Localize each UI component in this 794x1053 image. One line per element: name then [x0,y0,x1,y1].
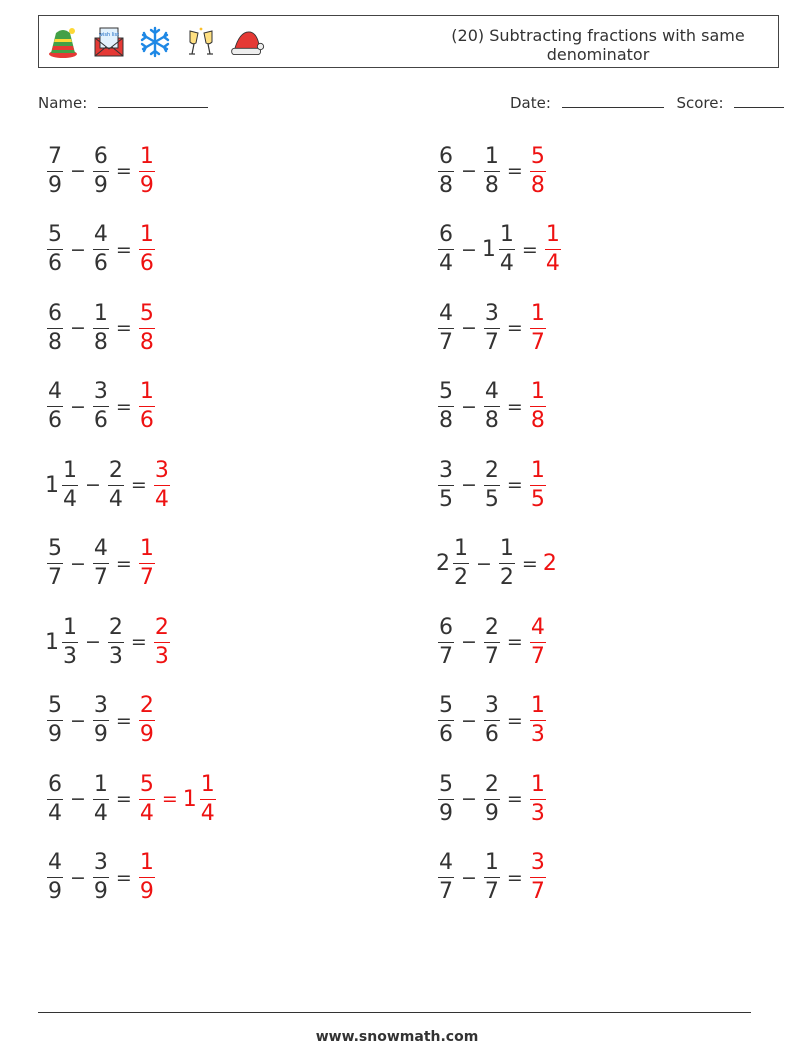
equals-sign: = [506,160,523,182]
snowflake-icon [137,24,173,60]
minuend-fraction [438,852,454,903]
problem-row [45,141,157,201]
subtrahend-fraction [108,614,124,669]
subtrahend-numerator: 1 [93,300,108,326]
equals-sign: = [506,631,523,653]
answer-denominator: 7 [530,643,545,669]
subtrahend-fraction [93,300,109,355]
equals-sign: = [506,709,523,732]
subtrahend-numerator: 4 [93,222,108,247]
answer-denominator: 4 [154,486,169,512]
minuend-whole: 2 [436,551,450,576]
minuend-numerator: 5 [439,379,453,404]
subtrahend-denominator: 7 [93,565,108,590]
subtrahend-fraction [93,695,109,746]
answer-fraction [139,300,155,355]
answer-numerator: 3 [154,457,169,483]
answer-denominator: 7 [530,329,545,355]
footer-divider [38,1012,751,1013]
answer-denominator: 7 [530,879,545,904]
answer-fraction [139,771,155,826]
subtrahend-numerator: 1 [499,536,514,561]
subtrahend-fraction [484,771,500,826]
answer [528,457,548,512]
answer-fraction [530,695,546,746]
date-score-field [510,94,784,112]
answer-fraction [154,614,170,669]
minuend-fraction [438,771,454,826]
minus-sign: − [70,866,86,889]
minus-sign: − [70,238,86,261]
answer-fraction [530,300,546,355]
answer-fraction [545,224,561,275]
minuend-numerator: 4 [439,300,453,326]
answer-fraction [530,457,546,512]
answer-equals-sign: = [161,788,178,810]
champagne-glasses-icon [183,24,219,60]
answer-denominator: 5 [530,486,545,512]
subtrahend-numerator: 1 [93,771,108,797]
name-field [38,94,208,112]
date-blank [562,94,664,108]
problem-row [45,534,157,594]
minuend-fraction [47,695,63,746]
answer-fraction [139,852,155,903]
answer-denominator: 6 [139,251,154,276]
minus-sign: − [461,238,477,261]
answer-fraction [530,143,546,198]
subtrahend-denominator: 6 [484,722,499,747]
subtrahend-numerator: 4 [484,379,499,404]
minus-sign: − [461,160,477,182]
problem-row [436,691,548,751]
minus-sign: − [461,788,477,810]
subtrahend-denominator: 6 [93,408,108,433]
subtrahend-fraction [484,381,500,432]
subtrahend-fraction [499,224,515,275]
problem-row [436,298,548,358]
answer [137,538,157,589]
minus-sign: − [461,709,477,732]
equals-sign: = [115,866,132,889]
answer-numerator: 5 [530,143,545,169]
minuend-numerator: 1 [63,614,77,640]
answer-numerator: 1 [530,693,545,718]
subtrahend-numerator: 3 [93,850,108,875]
minuend-denominator: 6 [48,251,62,276]
footer-url: www.snowmath.com [315,1029,479,1045]
subtrahend-denominator: 3 [108,643,123,669]
minuend-denominator: 3 [63,643,77,669]
subtrahend-denominator: 2 [499,565,514,590]
minuend-fraction [453,538,469,589]
subtrahend-denominator: 4 [93,800,108,826]
subtrahend-fraction [108,457,124,512]
answer-numerator: 5 [139,771,154,797]
answer-fraction [139,143,155,198]
minus-sign: − [70,709,86,732]
subtrahend-numerator: 3 [484,693,499,718]
answer-denominator: 8 [139,329,154,355]
equals-sign: = [506,474,523,496]
problem-row [45,455,172,515]
answer [528,381,548,432]
answer-fraction [139,381,155,432]
subtrahend-denominator: 9 [484,800,499,826]
subtrahend-fraction [484,614,500,669]
minuend-denominator: 7 [439,879,453,904]
subtrahend-numerator: 2 [484,457,499,483]
answer-numerator: 1 [530,457,545,483]
minus-sign: − [70,788,86,810]
answer [137,300,157,355]
subtrahend-denominator: 9 [93,172,108,198]
minus-sign: − [461,395,477,418]
subtrahend-fraction [484,457,500,512]
answer-numerator: 1 [139,379,154,404]
worksheet-title: (20) Subtracting fractions with same denominator [451,26,745,64]
problem-row [436,141,548,201]
answer-numerator: 5 [139,300,154,326]
answer-denominator: 8 [530,172,545,198]
problem-row [45,769,218,829]
minuend-numerator: 6 [439,143,453,169]
minuend-numerator: 5 [48,222,62,247]
name-label: Name: [38,94,88,112]
minuend-numerator: 5 [48,693,62,718]
answer-denominator: 4 [139,800,154,826]
name-blank [98,94,208,108]
subtrahend-numerator: 2 [484,771,499,797]
minuend-denominator: 7 [439,643,453,669]
minuend-fraction [438,300,454,355]
answer [543,224,563,275]
problem-row [45,612,172,672]
answer [528,852,548,903]
minuend-fraction [47,771,63,826]
answer-numerator: 1 [545,222,560,247]
answer-denominator: 3 [530,722,545,747]
minuend-denominator: 9 [439,800,453,826]
subtrahend-fraction [484,143,500,198]
minuend-fraction [438,381,454,432]
answer-mixed-numerator: 1 [200,771,215,797]
subtrahend-denominator: 8 [93,329,108,355]
answer [137,143,157,198]
answer [137,381,157,432]
subtrahend-numerator: 2 [108,614,123,640]
problem-row [45,848,157,908]
minuend-fraction [62,614,78,669]
answer-whole: 2 [542,551,557,576]
subtrahend-denominator: 8 [484,408,499,433]
answer [528,143,548,198]
minuend-numerator: 1 [63,457,77,483]
equals-sign: = [506,317,523,339]
score-label: Score: [676,94,724,112]
subtrahend-fraction [93,538,109,589]
answer-numerator: 1 [530,771,545,797]
minuend-fraction [47,300,63,355]
worksheet-header [38,15,779,68]
minuend-denominator: 2 [454,565,468,590]
answer-denominator: 9 [139,722,154,747]
equals-sign: = [115,238,132,261]
minuend-denominator: 9 [48,879,62,904]
problem-row [45,691,157,751]
minuend-denominator: 8 [439,172,453,198]
subtrahend-fraction [484,695,500,746]
subtrahend-numerator: 6 [93,143,108,169]
answer [137,695,157,746]
answer [137,852,157,903]
subtrahend-fraction [93,381,109,432]
minus-sign: − [70,395,86,418]
subtrahend-fraction [484,300,500,355]
minuend-fraction [438,457,454,512]
answer-fraction [139,224,155,275]
equals-sign: = [115,160,132,182]
minuend-numerator: 3 [439,457,453,483]
wish-list-envelope-icon [91,24,127,60]
subtrahend-denominator: 4 [499,251,514,276]
minuend-fraction [47,538,63,589]
date-label: Date: [510,94,551,112]
minuend-numerator: 4 [439,850,453,875]
minuend-numerator: 5 [439,771,453,797]
answer-fraction [530,771,546,826]
score-blank [734,94,784,108]
problem-row [436,769,548,829]
minuend-denominator: 5 [439,486,453,512]
subtrahend-denominator: 6 [93,251,108,276]
answer-fraction [139,538,155,589]
equals-sign: = [115,709,132,732]
subtrahend-fraction [93,852,109,903]
minuend-numerator: 5 [439,693,453,718]
minuend-numerator: 6 [439,614,453,640]
equals-sign: = [521,238,538,261]
minuend-fraction [438,614,454,669]
minuend-whole: 1 [45,629,59,655]
subtrahend-numerator: 1 [499,222,514,247]
answer-numerator: 1 [139,850,154,875]
subtrahend-denominator: 4 [108,486,123,512]
problem-row [436,220,563,280]
minus-sign: − [70,160,86,182]
minuend-numerator: 4 [48,850,62,875]
minuend-numerator: 6 [439,222,453,247]
minuend-fraction [47,381,63,432]
subtrahend-numerator: 4 [93,536,108,561]
minuend-denominator: 7 [48,565,62,590]
subtrahend-denominator: 9 [93,722,108,747]
subtrahend-fraction [93,143,109,198]
minuend-numerator: 1 [454,536,468,561]
answer-fraction [154,457,170,512]
equals-sign: = [506,395,523,418]
subtrahend-numerator: 2 [108,457,123,483]
minuend-numerator: 6 [48,300,62,326]
minus-sign: − [70,552,86,575]
subtrahend-numerator: 2 [484,614,499,640]
minuend-denominator: 8 [48,329,62,355]
minus-sign: − [461,631,477,653]
answer-denominator: 8 [530,408,545,433]
equals-sign: = [115,788,132,810]
minuend-fraction [47,224,63,275]
problem-row [45,377,157,437]
equals-sign: = [115,552,132,575]
answer [528,614,548,669]
minuend-fraction [62,457,78,512]
minuend-numerator: 6 [48,771,62,797]
problem-row [45,220,157,280]
equals-sign: = [506,788,523,810]
subtrahend-denominator: 8 [484,172,499,198]
minus-sign: − [85,631,101,653]
subtrahend-fraction [93,224,109,275]
minus-sign: − [476,552,492,575]
subtrahend-denominator: 7 [484,643,499,669]
answer [543,551,558,576]
answer-numerator: 1 [139,222,154,247]
minus-sign: − [85,474,101,496]
subtrahend-denominator: 9 [93,879,108,904]
answer [137,771,218,826]
subtrahend-fraction [484,852,500,903]
answer-denominator: 9 [139,879,154,904]
minuend-fraction [438,695,454,746]
answer-numerator: 1 [530,300,545,326]
answer-numerator: 1 [139,536,154,561]
answer [137,224,157,275]
subtrahend-numerator: 3 [93,379,108,404]
equals-sign: = [115,317,132,339]
subtrahend-numerator: 3 [484,300,499,326]
equals-sign: = [115,395,132,418]
answer-mixed-whole: 1 [182,786,197,812]
minuend-denominator: 7 [439,329,453,355]
minuend-denominator: 6 [439,722,453,747]
minuend-fraction [47,852,63,903]
answer-denominator: 9 [139,172,154,198]
answer-numerator: 4 [530,614,545,640]
answer [528,695,548,746]
minus-sign: − [461,866,477,889]
equals-sign: = [130,631,147,653]
equals-sign: = [130,474,147,496]
problem-row [45,298,157,358]
answer-fraction [530,852,546,903]
minuend-numerator: 4 [48,379,62,404]
answer-mixed-fraction [200,771,216,826]
answer [528,771,548,826]
subtrahend-denominator: 7 [484,329,499,355]
answer-fraction [530,614,546,669]
answer-mixed-denominator: 4 [200,800,215,826]
answer-denominator: 4 [545,251,560,276]
subtrahend-whole: 1 [481,237,496,262]
header-icons [45,22,275,62]
minuend-fraction [438,143,454,198]
elf-hat-icon [45,24,81,60]
answer-numerator: 3 [530,850,545,875]
subtrahend-denominator: 7 [484,879,499,904]
problem-row [436,455,548,515]
minuend-denominator: 6 [48,408,62,433]
answer-numerator: 1 [530,379,545,404]
minuend-denominator: 8 [439,408,453,433]
equals-sign: = [506,866,523,889]
equals-sign: = [521,552,538,575]
answer-numerator: 1 [139,143,154,169]
subtrahend-numerator: 1 [484,850,499,875]
minuend-denominator: 4 [63,486,77,512]
minus-sign: − [461,317,477,339]
answer-numerator: 2 [154,614,169,640]
answer [152,457,172,512]
problem-row [436,377,548,437]
wish-text: wish list [98,32,120,38]
santa-hat-icon [229,24,265,60]
problem-row [436,534,558,594]
minuend-denominator: 9 [48,722,62,747]
minus-sign: − [70,317,86,339]
minuend-fraction [47,143,63,198]
answer-denominator: 3 [154,643,169,669]
answer [528,300,548,355]
answer-numerator: 2 [139,693,154,718]
minuend-denominator: 4 [439,251,453,276]
minuend-whole: 1 [45,472,59,498]
minuend-numerator: 5 [48,536,62,561]
subtrahend-numerator: 3 [93,693,108,718]
minuend-fraction [438,224,454,275]
answer-fraction [530,381,546,432]
subtrahend-fraction [93,771,109,826]
subtrahend-fraction [499,538,515,589]
minuend-denominator: 4 [48,800,62,826]
subtrahend-numerator: 1 [484,143,499,169]
answer-denominator: 7 [139,565,154,590]
problem-row [436,848,548,908]
minuend-numerator: 7 [48,143,62,169]
answer-fraction [139,695,155,746]
answer [152,614,172,669]
answer-denominator: 3 [530,800,545,826]
problem-row [436,612,548,672]
answer-denominator: 6 [139,408,154,433]
minus-sign: − [461,474,477,496]
subtrahend-denominator: 5 [484,486,499,512]
minuend-denominator: 9 [48,172,62,198]
